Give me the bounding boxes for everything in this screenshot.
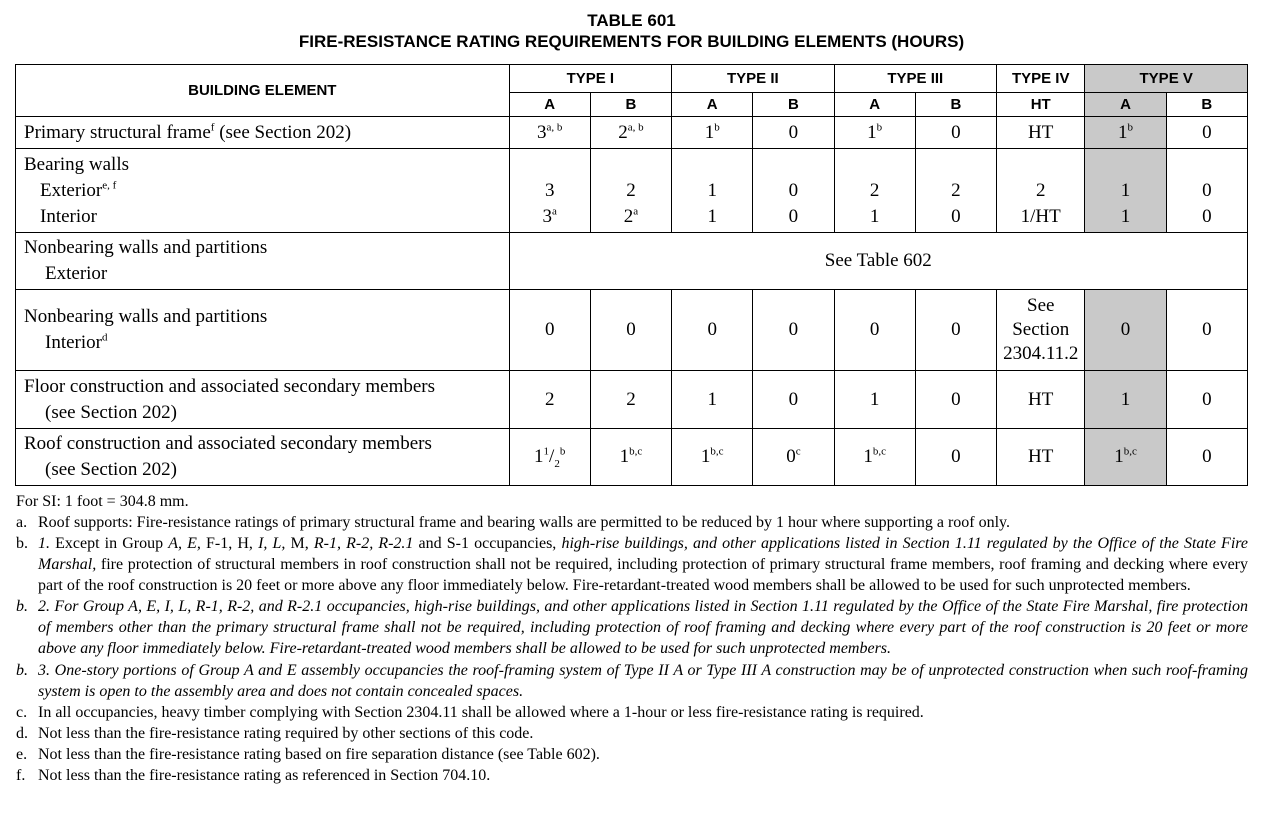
value-cell: 0 xyxy=(672,290,753,371)
value-cell: HT xyxy=(997,371,1085,429)
value-cell: 0 0 xyxy=(1166,149,1247,233)
subtype-cell: A xyxy=(1085,93,1166,117)
footnote-c: c. In all occupancies, heavy timber complying with Section 2304.11 shall be allowed where a 1-hour or less fire-resistance rating is required. xyxy=(16,704,924,721)
value-cell: 2 1 xyxy=(834,149,915,233)
row-label-nonbearing-exterior: Nonbearing walls and partitions Exterior xyxy=(16,233,510,290)
value-cell: 0 0 xyxy=(753,149,834,233)
value-cell: $1^1/_2^b$ xyxy=(509,429,590,486)
value-cell: 0 xyxy=(1085,290,1166,371)
footnote-b3: b. 3. One-story portions of Group A and E assembly occupancies the roof-framing system of Type II A or Type III A construction may be of unprotected construction when such roof-framing system is open to the assembly area and does not contain concealed spaces. xyxy=(16,662,1248,700)
value-cell: 1$^{b,c}$ xyxy=(590,429,671,486)
value-cell: 1 1 xyxy=(1085,149,1166,233)
row-label-primary-frame: Primary structural frame$^f$ (see Section 202) xyxy=(16,117,510,149)
value-cell: 1$^b$ xyxy=(1085,117,1166,149)
value-cell: 2 xyxy=(590,371,671,429)
value-cell: 2 xyxy=(509,371,590,429)
value-cell: 1 xyxy=(672,371,753,429)
header-type-iv: TYPE IV xyxy=(997,65,1085,93)
table-row xyxy=(16,371,1248,429)
header-building-element: BUILDING ELEMENT xyxy=(16,65,510,117)
footnote-b1: b. 1. Except in Group A, E, F-1, H, I, L, M, R-1, R-2, R-2.1 and S-1 occupancies, high-rise buildings, and other applications listed in Section 1.11 regulated by the Office of the State Fire Marshal, fire protection of structural members in roof construction shall not be required, including protection of primary structural frame members, roof framing and decking where every part of the roof construction is 20 feet or more above any floor immediately below. Fire-retardant-treated wood members shall be allowed to be used for such unprotected members. xyxy=(16,535,1249,594)
table-row xyxy=(16,233,1248,290)
value-cell: 0 xyxy=(509,290,590,371)
subtype-cell: B xyxy=(1166,93,1247,117)
footnote-e: e. Not less than the fire-resistance rating based on fire separation distance (see Table 602). xyxy=(16,746,600,763)
value-cell: 1$^{b,c}$ xyxy=(672,429,753,486)
table-row xyxy=(16,290,1248,371)
subtype-cell: A xyxy=(834,93,915,117)
value-cell: 0 xyxy=(753,290,834,371)
value-cell: 2 0 xyxy=(915,149,996,233)
value-cell: 0$^c$ xyxy=(753,429,834,486)
value-cell: 1$^{b,c}$ xyxy=(1085,429,1166,486)
value-cell: 0 xyxy=(915,371,996,429)
value-cell: HT xyxy=(997,117,1085,149)
footnote-d: d. Not less than the fire-resistance rating required by other sections of this code. xyxy=(16,725,534,742)
row-label-nonbearing-interior: Nonbearing walls and partitions Interior$^d$ xyxy=(16,290,510,371)
subtype-cell: A xyxy=(509,93,590,117)
value-cell: 1 xyxy=(1085,371,1166,429)
table-title: TABLE 601 xyxy=(587,11,676,30)
subtype-cell: B xyxy=(590,93,671,117)
subtype-cell: A xyxy=(672,93,753,117)
see-section-cell: See Section 2304.11.2 xyxy=(997,290,1085,371)
see-table-602-cell: See Table 602 xyxy=(509,233,1247,290)
value-cell: 0 xyxy=(915,117,996,149)
value-cell: 3$^{a, b}$ xyxy=(509,117,590,149)
value-cell: 2 1/HT xyxy=(997,149,1085,233)
subtype-cell: B xyxy=(753,93,834,117)
header-type-v: TYPE V xyxy=(1085,65,1248,93)
footnotes xyxy=(16,491,1248,786)
value-cell: 0 xyxy=(1166,371,1247,429)
value-cell: 0 xyxy=(915,290,996,371)
table-title-block xyxy=(0,10,1263,52)
subtype-cell: HT xyxy=(997,93,1085,117)
table-row xyxy=(16,117,1248,149)
value-cell: 2 2$^a$ xyxy=(590,149,671,233)
value-cell: 0 xyxy=(1166,117,1247,149)
si-note: For SI: 1 foot = 304.8 mm. xyxy=(16,493,189,510)
table-subtitle: FIRE-RESISTANCE RATING REQUIREMENTS FOR BUILDING ELEMENTS (HOURS) xyxy=(298,32,965,51)
table-row xyxy=(16,149,1248,233)
table-row xyxy=(16,429,1248,486)
header-type-ii: TYPE II xyxy=(672,65,834,93)
value-cell: HT xyxy=(997,429,1085,486)
row-label-bearing-walls: Bearing walls Exterior$^{e, f}$ Interior xyxy=(16,149,510,233)
footnote-a: a. Roof supports: Fire-resistance ratings of primary structural frame and bearing walls are permitted to be reduced by 1 hour where supporting a roof only. xyxy=(16,514,1010,531)
subtype-cell: B xyxy=(915,93,996,117)
value-cell: 1$^{b,c}$ xyxy=(834,429,915,486)
value-cell: 0 xyxy=(1166,429,1247,486)
row-label-floor-construction: Floor construction and associated secondary members (see Section 202) xyxy=(16,371,510,429)
value-cell: 2$^{a, b}$ xyxy=(590,117,671,149)
row-label-roof-construction: Roof construction and associated secondary members (see Section 202) xyxy=(16,429,510,486)
value-cell: 0 xyxy=(834,290,915,371)
value-cell: 0 xyxy=(590,290,671,371)
value-cell: 1$^b$ xyxy=(672,117,753,149)
header-type-i: TYPE I xyxy=(509,65,672,93)
header-type-iii: TYPE III xyxy=(834,65,997,93)
value-cell: 0 xyxy=(753,371,834,429)
value-cell: 0 xyxy=(1166,290,1247,371)
footnote-b2: b. 2. For Group A, E, I, L, R-1, R-2, and R-2.1 occupancies, high-rise buildings, and other applications listed in Section 1.11 regulated by the Office of the State Fire Marshal, fire protection of members other than the primary structural frame shall not be required, including protection of roof framing and decking where every part of the roof construction is 20 feet or more above any floor immediately below. Fire-retardant-treated wood members shall be allowed to be used for such unprotected members. xyxy=(16,598,1248,657)
footnote-f: f. Not less than the fire-resistance rating as referenced in Section 704.10. xyxy=(16,767,491,784)
header-row-types xyxy=(16,65,1248,93)
value-cell: 0 xyxy=(915,429,996,486)
value-cell: 1 1 xyxy=(672,149,753,233)
fire-resistance-table xyxy=(15,64,1248,486)
value-cell: 1$^b$ xyxy=(834,117,915,149)
value-cell: 0 xyxy=(753,117,834,149)
value-cell: 3 3$^a$ xyxy=(509,149,590,233)
value-cell: 1 xyxy=(834,371,915,429)
